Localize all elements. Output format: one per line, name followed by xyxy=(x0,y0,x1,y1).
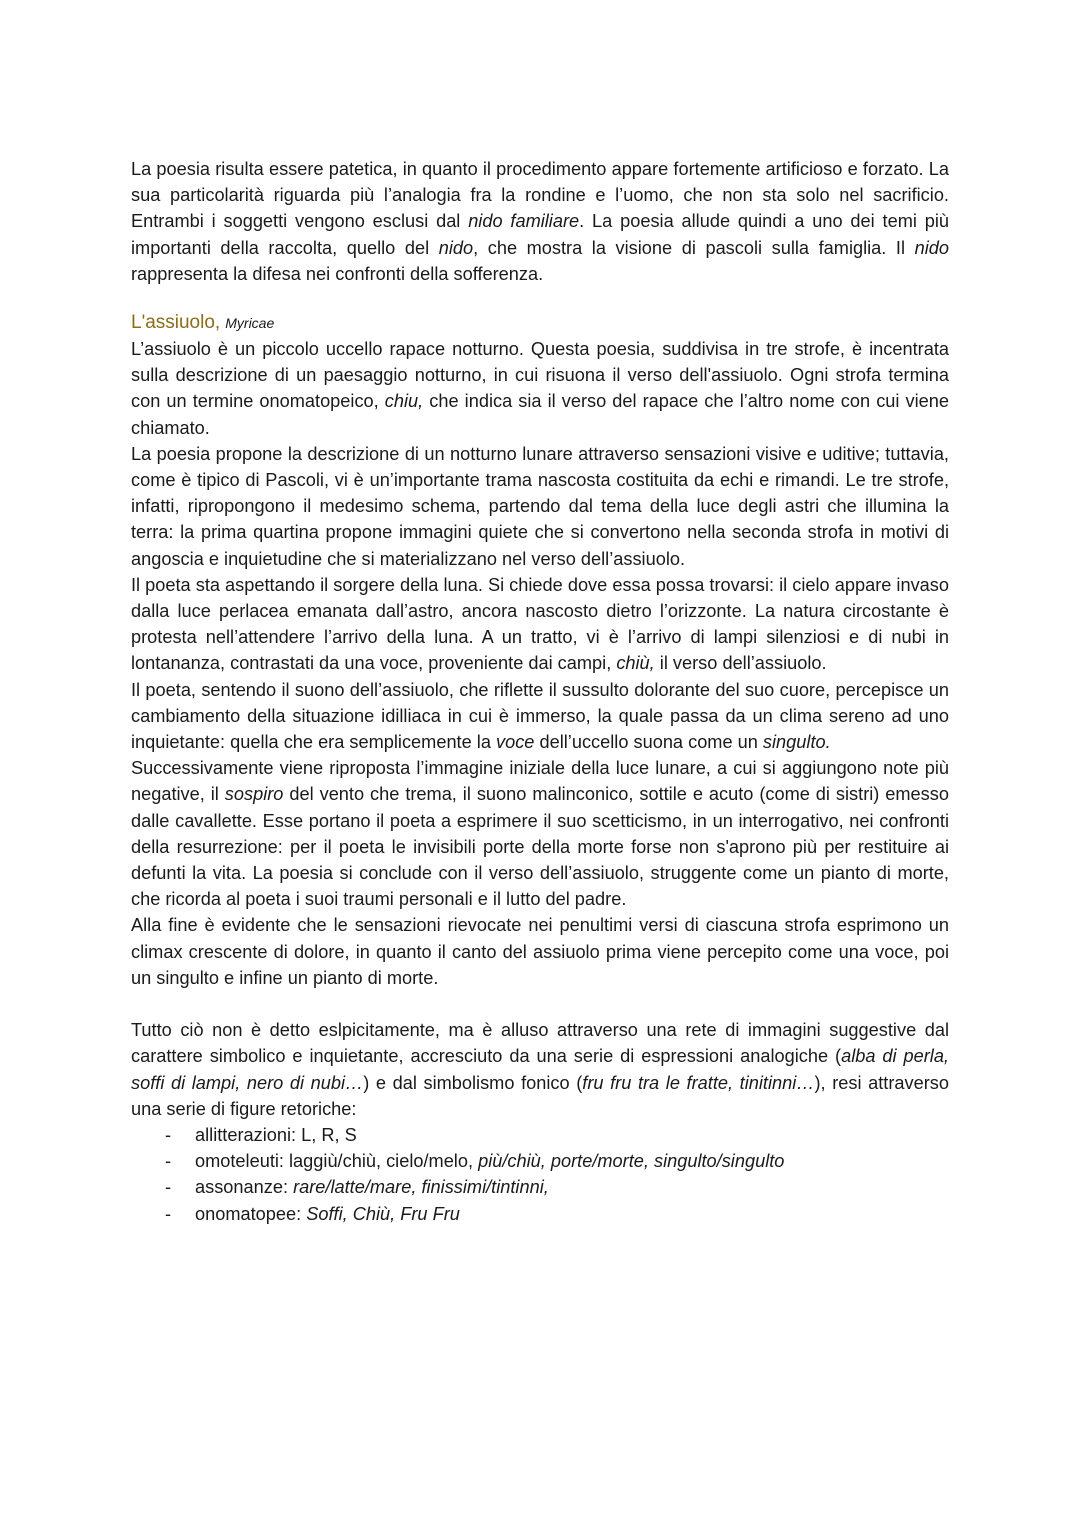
spacer xyxy=(131,287,949,309)
italic-run: chiu, xyxy=(384,391,424,412)
section-subtitle: Myricae xyxy=(225,315,275,332)
italic-run: nido xyxy=(914,237,949,258)
text-run: Il poeta, sentendo il suono dell’assiuolo, che riflette il sussulto dolorante del suo cuore, percepisce un cambiamento della situazione idilliaca in cui è immerso, la quale passa da un clima sereno ad uno inquietante: quella che era semplicemente la xyxy=(131,679,949,753)
list-item-text: assonanze: xyxy=(195,1177,294,1198)
text-run: dell’uccello suona come un xyxy=(534,732,763,753)
list-item-text: omoteleuti: laggiù/chiù, cielo/melo, xyxy=(195,1151,479,1172)
list-item xyxy=(131,1201,949,1227)
spacer xyxy=(131,991,949,1017)
section-heading xyxy=(131,309,949,336)
paragraph-2: La poesia propone la descrizione di un notturno lunare attraverso sensazioni visive e uditive; tuttavia, come è tipico di Pascoli, vi è un’importante trama nascosta costituita da echi e rimandi. Le tre strofe, infatti, ripropongono il medesimo schema, partendo dal tema della luce degli astri che illumina la terra: la prima quartina propone immagini quiete che si convertono nella seconda strofa in motivi di angoscia e inquietudine che si materializzano nel verso dell’assiuolo. xyxy=(131,443,949,569)
italic-run: voce xyxy=(496,732,535,753)
italic-run: nido xyxy=(438,237,474,258)
list-dash: - xyxy=(165,1203,172,1224)
text-run: del vento che trema, il suono malinconico, sottile e acuto (come di sistri) emesso dalle cavallette. Esse portano il poeta a esprimere il suo scetticismo, in un interrogativo, nei confronti della resurrezione: per il poeta le invisibili porte della morte forse non s'aprono più per restituire ai defunti la vita. La poesia si conclude con il verso dell’assiuolo, struggente come un pianto di morte, che ricorda al poeta i suoi traumi personali e il lutto del padre. xyxy=(131,784,949,910)
intro-paragraph xyxy=(131,156,949,287)
text-run: L’assiuolo è un piccolo uccello rapace notturno. Questa poesia, suddivisa in tre strofe, è incentrata sulla descrizione di un paesaggio notturno, in cui risuona il verso dell'assiuolo. Ogni strofa termina con un termine onomatopeico, xyxy=(131,339,949,412)
text-run: . La poesia allude quindi a uno dei temi più importanti della raccolta, quello del xyxy=(131,211,949,258)
paragraph-4 xyxy=(131,677,949,756)
list-item xyxy=(131,1174,949,1200)
text-run: che indica sia il verso del rapace che l’altro nome con cui viene chiamato. xyxy=(131,391,949,438)
text-run: il verso dell’assiuolo. xyxy=(654,653,827,674)
section-title: L'assiuolo, xyxy=(131,312,221,334)
paragraph-3 xyxy=(131,572,949,677)
list-dash: - xyxy=(165,1124,172,1145)
italic-run: fru fru tra le fratte, tinitinni… xyxy=(582,1072,815,1093)
list-item-text: onomatopee: xyxy=(195,1203,307,1224)
text-run: ), resi attraverso una serie di figure retoriche: xyxy=(131,1072,949,1119)
paragraph-5 xyxy=(131,755,949,912)
list-item xyxy=(131,1122,949,1148)
italic-run: sospiro xyxy=(224,784,284,805)
document-page xyxy=(131,156,949,1227)
list-item xyxy=(131,1148,949,1174)
text-run: Il poeta sta aspettando il sorgere della luna. Si chiede dove essa possa trovarsi: il cielo appare invaso dalla luce perlacea emanata dall’astro, ancora nascosto dietro l’orizzonte. La natura circostante è protesta nell’attendere l’arrivo della luna. A un tratto, vi è l’arrivo di lampi silenziosi e di nubi in lontananza, contrastati da una voce, proveniente dai campi, xyxy=(131,574,949,674)
list-item-italic: più/chiù, porte/morte, singulto/singulto xyxy=(478,1151,785,1172)
text-run: rappresenta la difesa nei confronti della sofferenza. xyxy=(131,263,544,284)
italic-run: alba di perla, soffi di lampi, nero di nubi… xyxy=(131,1046,949,1093)
list-dash: - xyxy=(165,1151,172,1172)
paragraph-1 xyxy=(131,336,949,441)
paragraph-6: Alla fine è evidente che le sensazioni rievocate nei penultimi versi di ciascuna strofa esprimono un climax crescente di dolore, in quanto il canto del assiuolo prima viene percepito come una voce, poi un singulto e infine un pianto di morte. xyxy=(131,915,949,988)
italic-run: nido familiare xyxy=(468,211,580,232)
italic-run: chiù, xyxy=(616,653,655,674)
paragraph-7 xyxy=(131,1017,949,1122)
text-run: Successivamente viene riproposta l’immagine iniziale della luce lunare, a cui si aggiungono note più negative, il xyxy=(131,758,949,805)
rhetorical-figures-list xyxy=(131,1122,949,1227)
text-run: , che mostra la visione di pascoli sulla famiglia. Il xyxy=(473,237,915,258)
list-item-italic: rare/latte/mare, finissimi/tintinni, xyxy=(293,1177,549,1198)
list-dash: - xyxy=(165,1177,172,1198)
text-run: ) e dal simbolismo fonico ( xyxy=(363,1072,583,1093)
text-run: Tutto ciò non è detto eslpicitamente, ma è alluso attraverso una rete di immagini suggestive dal carattere simbolico e inquietante, accresciuto da una serie di espressioni analogiche ( xyxy=(131,1020,949,1067)
text-run: La poesia risulta essere patetica, in quanto il procedimento appare fortemente artificioso e forzato. La sua particolarità riguarda più l’analogia fra la rondine e l’uomo, che non sta solo nel sacrificio. Entrambi i soggetti vengono esclusi dal xyxy=(131,159,949,232)
list-item-text: allitterazioni: L, R, S xyxy=(195,1124,357,1145)
list-item-italic: Soffi, Chiù, Fru Fru xyxy=(306,1203,460,1224)
italic-run: singulto. xyxy=(762,732,831,753)
